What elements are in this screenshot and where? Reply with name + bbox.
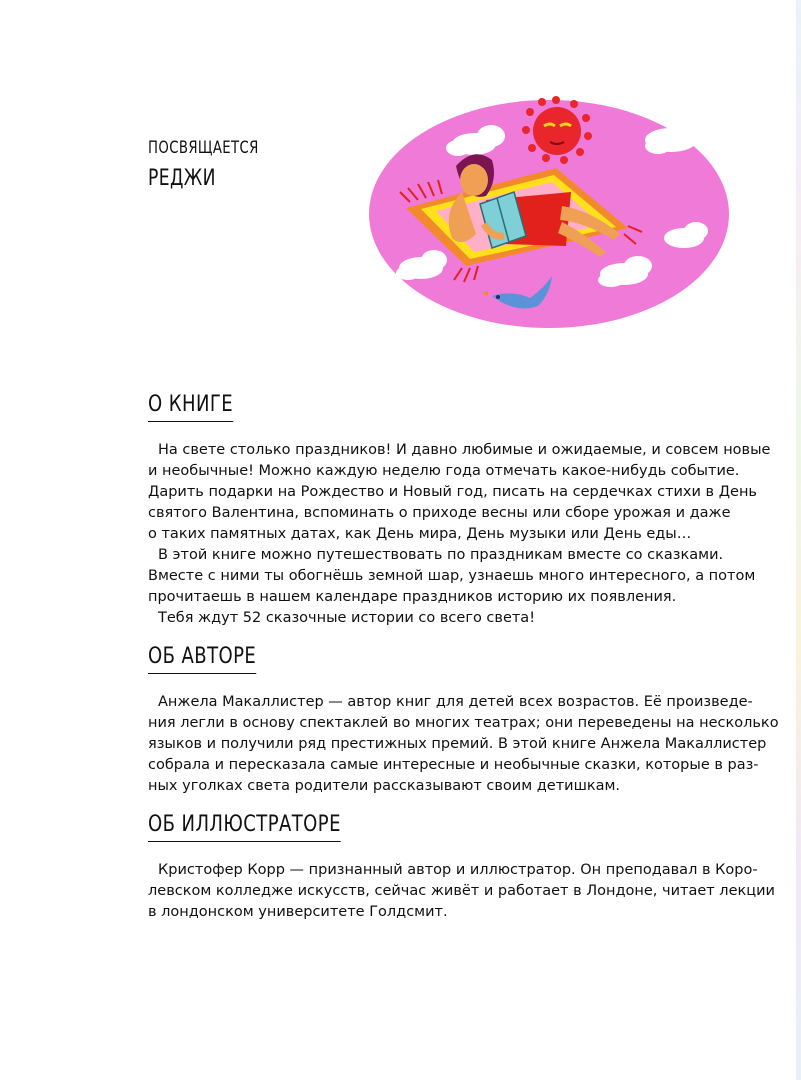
paragraph-line: ния легли в основу спектаклей во многих театрах; они переведены на несколько	[148, 715, 779, 731]
section-about-author	[148, 644, 779, 797]
paragraph-line: и необычные! Можно каждую неделю года отмечать какое-нибудь событие.	[148, 463, 740, 479]
dedication-name: РЕДЖИ	[148, 166, 216, 191]
section-title-about-illustrator: ОБ ИЛЛЮСТРАТОРЕ	[148, 812, 341, 842]
paragraph-line: в лондонском университете Голдсмит.	[148, 904, 448, 920]
section-about-book	[148, 392, 771, 629]
about-book-text	[148, 440, 771, 629]
paragraph-line: прочитаешь в нашем календаре праздников историю их появления.	[148, 589, 677, 605]
paragraph-line: собрала и пересказала самые интересные и необычные сказки, которые в раз-	[148, 757, 759, 773]
section-title-about-book: О КНИГЕ	[148, 392, 233, 422]
flying-carpet-illustration	[366, 96, 732, 336]
paragraph-line: святого Валентина, вспоминать о приходе весны или сборе урожая и даже	[148, 505, 731, 521]
about-illustrator-text	[148, 860, 775, 923]
paragraph-line: Дарить подарки на Рождество и Новый год, писать на сердечках стихи в День	[148, 484, 757, 500]
paragraph-line: Тебя ждут 52 сказочные истории со всего света!	[158, 610, 536, 626]
paragraph-line: о таких памятных датах, как День мира, День музыки или День еды…	[148, 526, 692, 542]
paragraph-line: В этой книге можно путешествовать по праздникам вместе со сказками.	[158, 547, 724, 563]
section-title-about-author: ОБ АВТОРЕ	[148, 644, 256, 674]
page-edge-strip	[796, 0, 801, 1080]
paragraph-line: Вместе с ними ты обогнёшь земной шар, узнаешь много интересного, а потом	[148, 568, 756, 584]
paragraph-line: Кристофер Корр — признанный автор и иллюстратор. Он преподавал в Коро-	[158, 862, 758, 878]
paragraph-line: ных уголках света родители рассказывают своим детишкам.	[148, 778, 621, 794]
about-author-text	[148, 692, 779, 797]
paragraph-line: языков и получили ряд престижных премий. В этой книге Анжела Макаллистер	[148, 736, 767, 752]
paragraph-line: левском колледже искусств, сейчас живёт и работает в Лондоне, читает лекции	[148, 883, 775, 899]
paragraph-line: Анжела Макаллистер — автор книг для детей всех возрастов. Её произведе-	[158, 694, 753, 710]
dedication	[148, 138, 290, 191]
dedication-line: ПОСВЯЩАЕТСЯ	[148, 138, 259, 158]
paragraph-line: На свете столько праздников! И давно любимые и ожидаемые, и совсем новые	[158, 442, 771, 458]
section-about-illustrator	[148, 812, 775, 923]
